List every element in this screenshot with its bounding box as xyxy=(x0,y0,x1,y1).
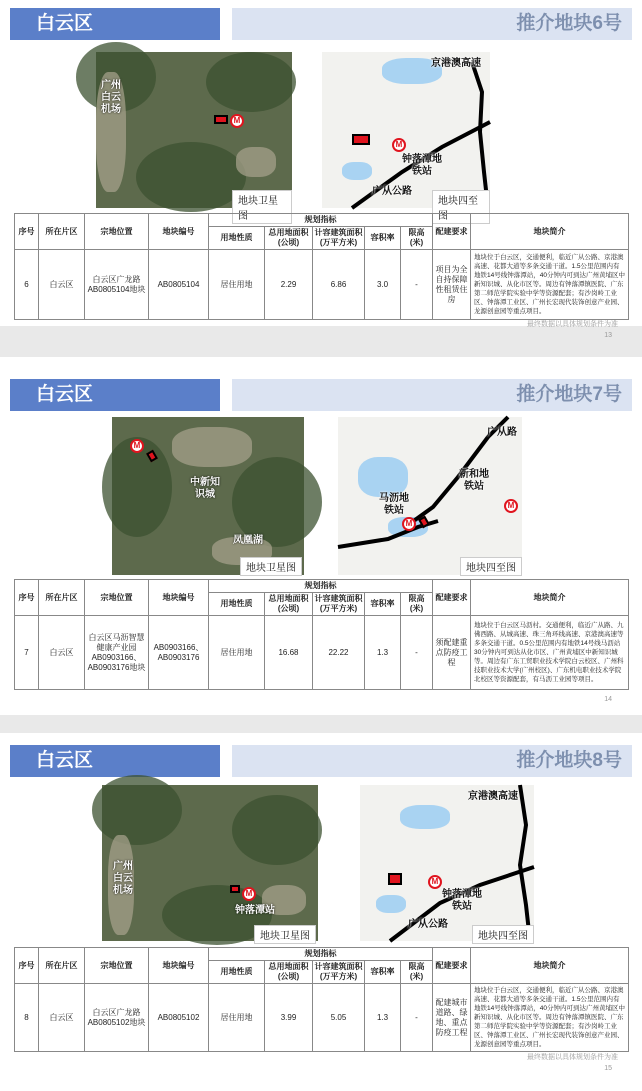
street-map xyxy=(338,417,522,575)
cell-nature: 居住用地 xyxy=(209,250,265,320)
cell-code: AB0805104 xyxy=(149,250,209,320)
th-desc: 地块简介 xyxy=(471,948,629,984)
th-location: 宗地位置 xyxy=(85,580,149,616)
cell-code: AB0805102 xyxy=(149,984,209,1052)
sat-caption: 地块卫星图 xyxy=(254,925,316,944)
street-caption: 地块四至图 xyxy=(432,190,490,224)
th-district: 所在片区 xyxy=(39,948,85,984)
th-area: 总用地面积(公顷) xyxy=(265,961,313,984)
metro-station-icon: M xyxy=(242,887,256,901)
th-nature: 用地性质 xyxy=(209,961,265,984)
plot-table xyxy=(14,579,629,690)
th-code: 地块编号 xyxy=(149,214,209,250)
page-footer xyxy=(527,320,618,330)
cell-height: - xyxy=(401,984,433,1052)
road-lines xyxy=(360,785,534,941)
cell-gfa: 22.22 xyxy=(313,616,365,690)
sat-label-lake: 凤凰湖 xyxy=(233,535,263,546)
district-title: 白云区 xyxy=(10,745,220,777)
cell-district: 白云区 xyxy=(39,984,85,1052)
cell-location: 白云区马沥智慧健康产业园AB0903166、AB0903176地块 xyxy=(85,616,149,690)
road-lines xyxy=(322,52,490,208)
cell-location: 白云区广龙路AB0805102地块 xyxy=(85,984,149,1052)
district-title: 白云区 xyxy=(10,8,220,40)
sat-label-airport: 广州白云机场 xyxy=(101,80,121,115)
cell-location: 白云区广龙路AB0805104地块 xyxy=(85,250,149,320)
th-far: 容积率 xyxy=(365,227,401,250)
th-far: 容积率 xyxy=(365,593,401,616)
plot-table xyxy=(14,213,629,320)
sat-label-city: 中新知识城 xyxy=(190,477,220,500)
cell-gfa: 6.86 xyxy=(313,250,365,320)
cell-support: 配建城市道路、绿地、重点防疫工程 xyxy=(433,984,471,1052)
street-label-station: 钟落潭地铁站 xyxy=(402,154,442,177)
cell-area: 3.99 xyxy=(265,984,313,1052)
table-row xyxy=(15,984,629,1052)
th-desc: 地块简介 xyxy=(471,214,629,250)
page-number: 14 xyxy=(604,696,612,703)
page-plot-6 xyxy=(0,0,642,339)
th-far: 容积率 xyxy=(365,961,401,984)
cell-desc: 地块位于白云区马沥村。交通便利，临近广从路、九佛西路、从城高速、珠三角环线高速、京港澳高速等多条交通干道。0.5公里范围内有地铁14号线马沥站30分钟内可到达从化市区、广州黄埔区中新知识城等。周边有广东工贸职业技术学院白云校区、广州科技职业技术大学(广州校区)、广东机电职业技术学院北校区等资源配套，有马沥工业园等项目。 xyxy=(471,616,629,690)
street-map xyxy=(360,785,534,941)
th-nature: 用地性质 xyxy=(209,593,265,616)
th-desc: 地块简介 xyxy=(471,580,629,616)
satellite-map xyxy=(96,52,292,222)
th-location: 宗地位置 xyxy=(85,214,149,250)
plot-title: 推介地块6号 xyxy=(232,8,632,40)
metro-station-icon: M xyxy=(402,517,416,531)
plot-marker xyxy=(214,115,228,124)
cell-area: 16.68 xyxy=(265,616,313,690)
th-support: 配建要求 xyxy=(433,948,471,984)
th-height: 限高(米) xyxy=(401,227,433,250)
th-support: 配建要求 xyxy=(433,214,471,250)
th-area: 总用地面积(公顷) xyxy=(265,227,313,250)
plot-marker xyxy=(230,885,240,893)
cell-area: 2.29 xyxy=(265,250,313,320)
cell-code: AB0903166、AB0903176 xyxy=(149,616,209,690)
th-height: 限高(米) xyxy=(401,593,433,616)
cell-height: - xyxy=(401,616,433,690)
th-district: 所在片区 xyxy=(39,214,85,250)
satellite-map xyxy=(112,417,304,575)
cell-support: 须配建重点防疫工程 xyxy=(433,616,471,690)
street-label-road: 广从路 xyxy=(487,427,517,438)
footer-note: 最终数据以具体规划条件为准 xyxy=(527,321,618,328)
satellite-map xyxy=(102,785,318,941)
th-area: 总用地面积(公顷) xyxy=(265,593,313,616)
street-map xyxy=(322,52,490,222)
street-label-station: 钟落潭地铁站 xyxy=(442,889,482,912)
cell-height: - xyxy=(401,250,433,320)
metro-station-icon: M xyxy=(230,114,244,128)
street-caption: 地块四至图 xyxy=(460,557,522,576)
page-number: 13 xyxy=(604,332,612,339)
cell-district: 白云区 xyxy=(39,250,85,320)
sat-label-station: 钟落潭站 xyxy=(235,905,275,916)
metro-station-icon: M xyxy=(428,875,442,889)
th-code: 地块编号 xyxy=(149,948,209,984)
cell-far: 3.0 xyxy=(365,250,401,320)
th-code: 地块编号 xyxy=(149,580,209,616)
cell-nature: 居住用地 xyxy=(209,984,265,1052)
cell-far: 1.3 xyxy=(365,984,401,1052)
plot-title: 推介地块7号 xyxy=(232,379,632,411)
sat-label-airport: 广州白云机场 xyxy=(113,861,133,896)
cell-desc: 地块位于白云区，交通便利，临近广从公路、京港澳高速、花都大道等多条交通干道。1.5公里范围内有地铁14号线钟落潭站，40分钟内可到达广州黄埔区中新知识城、从化市区等。周边有钟落潭镇医院、广东第二师范学院实验中学等资源配套；有沙岗岭工业区、钟落潭工业区、广州长宏现代装饰创意产业园、龙源创意园等重点项目。 xyxy=(471,984,629,1052)
footer-note: 最终数据以具体规划条件为准 xyxy=(527,1054,618,1061)
plot-title: 推介地块8号 xyxy=(232,745,632,777)
street-label-expressway: 京港澳高速 xyxy=(468,791,518,802)
th-support: 配建要求 xyxy=(433,580,471,616)
th-no: 序号 xyxy=(15,214,39,250)
page-header xyxy=(10,745,632,777)
cell-district: 白云区 xyxy=(39,616,85,690)
plot-table xyxy=(14,947,629,1052)
th-no: 序号 xyxy=(15,948,39,984)
th-no: 序号 xyxy=(15,580,39,616)
street-label-station-xinhe: 新和地铁站 xyxy=(459,469,489,492)
cell-no: 7 xyxy=(15,616,39,690)
metro-station-icon: M xyxy=(504,499,518,513)
street-label-station-mali: 马沥地铁站 xyxy=(379,493,409,516)
page-plot-8 xyxy=(0,733,642,1091)
th-nature: 用地性质 xyxy=(209,227,265,250)
th-planning: 规划指标 xyxy=(209,948,433,961)
cell-nature: 居住用地 xyxy=(209,616,265,690)
street-caption: 地块四至图 xyxy=(472,925,534,944)
th-district: 所在片区 xyxy=(39,580,85,616)
street-label-road: 广从公路 xyxy=(372,186,412,197)
plot-marker xyxy=(352,134,370,145)
page-number: 15 xyxy=(604,1065,612,1072)
table-row xyxy=(15,250,629,320)
cell-desc: 地块位于白云区，交通便利，临近广从公路、京港澳高速、花都大道等多条交通干道。1.5公里范围内有地铁14号线钟落潭站，40分钟内可到达广州黄埔区中新知识城、从化市区等。周边有钟落潭镇医院、广东第二师范学院实验中学等资源配套；有沙岗岭工业区、钟落潭工业区、广州长宏现代装饰创意产业园、龙源创意园等重点项目。 xyxy=(471,250,629,320)
table-row xyxy=(15,616,629,690)
page-header xyxy=(10,8,632,40)
th-planning: 规划指标 xyxy=(209,580,433,593)
cell-far: 1.3 xyxy=(365,616,401,690)
th-gfa: 计容建筑面积(万平方米) xyxy=(313,961,365,984)
th-gfa: 计容建筑面积(万平方米) xyxy=(313,227,365,250)
street-label-expressway: 京港澳高速 xyxy=(431,58,481,69)
cell-no: 6 xyxy=(15,250,39,320)
page-footer xyxy=(527,1053,618,1063)
cell-gfa: 5.05 xyxy=(313,984,365,1052)
page-plot-7 xyxy=(0,357,642,715)
th-height: 限高(米) xyxy=(401,961,433,984)
cell-support: 项目为全自持保障性租赁住房 xyxy=(433,250,471,320)
district-title: 白云区 xyxy=(10,379,220,411)
sat-caption: 地块卫星图 xyxy=(232,190,292,224)
th-planning: 规划指标 xyxy=(209,214,433,227)
page-header xyxy=(10,379,632,411)
th-gfa: 计容建筑面积(万平方米) xyxy=(313,593,365,616)
street-label-road: 广从公路 xyxy=(408,919,448,930)
plot-marker xyxy=(388,873,402,885)
metro-station-icon: M xyxy=(392,138,406,152)
road-lines xyxy=(338,417,522,575)
sat-caption: 地块卫星图 xyxy=(240,557,302,576)
th-location: 宗地位置 xyxy=(85,948,149,984)
cell-no: 8 xyxy=(15,984,39,1052)
metro-station-icon: M xyxy=(130,439,144,453)
